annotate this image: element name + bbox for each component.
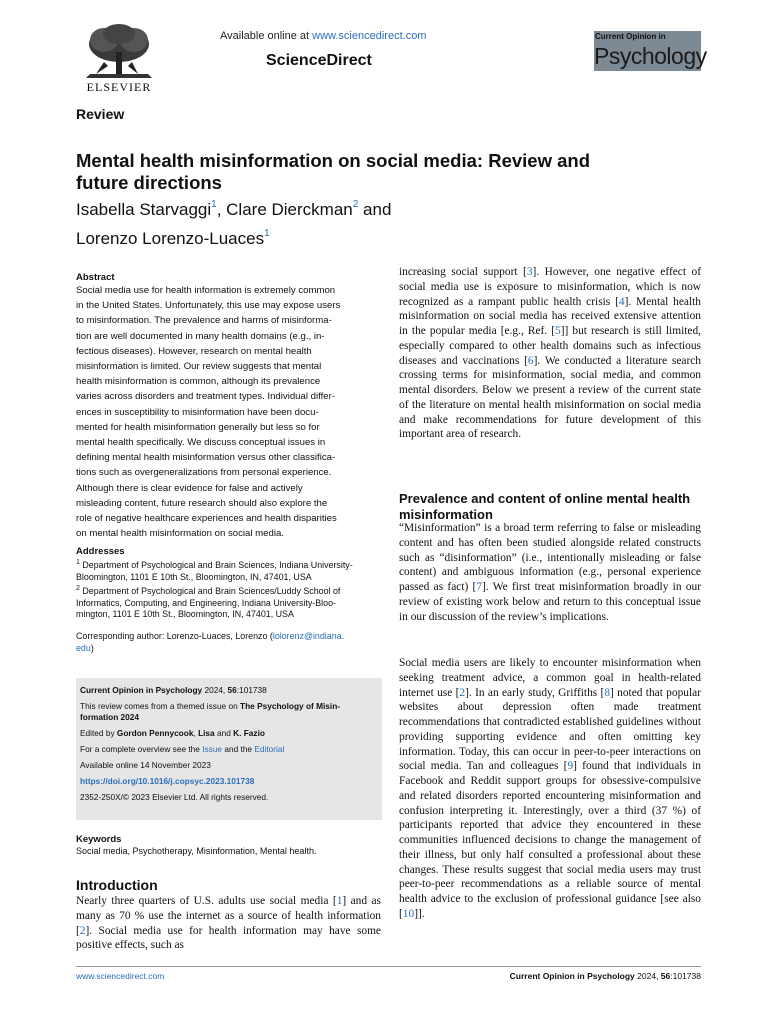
info-article-no: :101738 (236, 685, 267, 695)
info-journal: Current Opinion in Psychology (80, 685, 203, 695)
doi-link-text[interactable]: https://doi.org/10.1016/j.copsyc.2023.101738 (80, 776, 255, 786)
paragraph-text: ]. We conducted a literature search crossing terms for misinformation, social media, and common mental disorders. Below we present a review of the current state of the literature on mental health misinformation on social media and make recommendations for future development of this important area of research. (399, 354, 701, 441)
address-item (76, 583, 381, 621)
paragraph-text: ] noted that popular websites about depression often made treatment recommendations that contradicted established guidelines without providing supporting evidence and often omitting key information. Today, this can occur in peer-to-peer interactions on social media. Tan and colleagues [ (399, 686, 701, 773)
info-overview (80, 744, 378, 755)
info-overview-and: and the (222, 744, 255, 754)
address-line: mington, 1101 E 10th St., Bloomington, IN, 47401, USA (76, 609, 294, 620)
abstract-line: defining mental health misinformation versus other classifica- (76, 452, 336, 464)
paragraph-text: ]. We first treat misinformation broadly in our review of existing work below and return to this conceptual issue in our discussion of the review’s implications. (399, 581, 701, 623)
paragraph-text: increasing social support [ (399, 266, 527, 278)
abstract-line: to misinformation. The prevalence and harms of misinforma- (76, 315, 332, 327)
reference-link[interactable]: 4 (618, 295, 625, 308)
abstract-line: ences in susceptibility to misinformation have been docu- (76, 406, 319, 418)
author-and: and (358, 200, 392, 219)
info-volume: 56 (227, 685, 237, 695)
journal-badge-line2: Psychology (594, 43, 707, 69)
footer-site-link[interactable]: www.sciencedirect.com (76, 971, 165, 981)
address-number: 2 (76, 585, 80, 593)
abstract-line: on mental health misinformation on social media. (76, 528, 284, 540)
paragraph-text: ]]. (414, 907, 425, 920)
reference-link[interactable]: 7 (476, 581, 483, 593)
addresses-heading: Addresses (76, 546, 125, 557)
article-title: Mental health misinformation on social media: Review and future directions (76, 150, 590, 193)
introduction-heading: Introduction (76, 877, 158, 893)
paragraph-text: “Misinformation” is a broad term referring to false or misleading content and has often been studied alongside related constructs such as “disinformation” (i.e., intentionally misleading or false content) and ambiguous information (e.g., personal experience passed as fact) [ (399, 522, 701, 593)
available-online-line (220, 30, 426, 42)
abstract-heading: Abstract (76, 272, 115, 283)
keywords-body: Social media, Psychotherapy, Misinformation, Mental health. (76, 846, 317, 856)
address-number: 1 (76, 559, 80, 566)
footer-divider (76, 966, 701, 967)
footer-volume: 56 (660, 971, 671, 981)
abstract-line: fectious diseases). However, research on mental health (76, 345, 312, 357)
paragraph-text: ]. Mental health misinformation on social media has received extensive attention in the popular media [e.g., Ref. [ (399, 295, 701, 337)
reference-link[interactable]: 5 (555, 325, 561, 337)
doi-link[interactable] (80, 776, 378, 787)
info-copyright: 2352-250X/© 2023 Elsevier Ltd. All rights reserved. (80, 792, 269, 802)
info-theme-prefix: This review comes from a themed issue on (80, 701, 241, 711)
paragraph-text: Social media users are likely to encounter misinformation when seeking treatment advice, a common goal in health-related internet use [ (399, 657, 701, 699)
author-affil[interactable]: 1 (211, 199, 217, 210)
article-info-box (76, 678, 382, 820)
introduction-paragraph (76, 894, 381, 953)
paragraph-text: ]] but research is still limited, especially compared to other health domains such as infectious diseases and vaccinations [ (399, 325, 701, 367)
author-separator: , (216, 200, 227, 219)
paragraph-text: ] and as many as 70 % use the internet as a source of health information [ (76, 895, 381, 937)
footer-citation (484, 971, 701, 981)
info-citation (80, 685, 378, 696)
address-line: Informatics, Computing, and Engineering, Indiana University-Bloo- (76, 597, 336, 608)
reference-link[interactable]: 6 (527, 354, 534, 367)
corresponding-prefix: Corresponding author: Lorenzo-Luaces, Lorenzo ( (76, 631, 273, 641)
abstract-line: role of negative healthcare experiences and health disparities (76, 513, 337, 525)
abstract-line: misinformation is limited. Our review suggests that mental (76, 361, 322, 373)
info-theme (80, 701, 378, 723)
address-line: Department of Psychological and Brain Sciences/Luddy School of (82, 586, 341, 597)
abstract-line: Social media use for health information is extremely common (76, 285, 336, 296)
paragraph-text: ] found that individuals in Facebook and Reddit support groups for obsessive-compulsive and related disorders reported encountering misinformation and confusion interpreting it. Interestingly, over a third (37 %) of participants reported that advice they encountered in these communities influenced decisions to change the management of their illness, but only half consulted a professional about these changes. These results suggest that social media users may trust peer-to-peer recommendations as a reliable source of mental health advice to the exclusion of professional guidance [see also [ (399, 760, 701, 920)
info-available: Available online 14 November 2023 (80, 760, 211, 770)
available-prefix: Available online at (220, 30, 313, 42)
footer-journal: Current Opinion in Psychology (509, 971, 635, 981)
info-theme-name: The Psychology of Misin-formation 2024 (80, 701, 341, 722)
address-line: Department of Psychological and Brain Sciences, Indiana University- (82, 559, 353, 570)
info-editor-sep: , (193, 728, 199, 738)
body-paragraph (399, 265, 701, 442)
paragraph-text: ]. Social media use for health information may have some positive effects, such as (76, 924, 381, 952)
address-item (76, 557, 381, 583)
abstract-line: in the United States. Unfortunately, this use may expose users (76, 300, 341, 312)
abstract-line: Although there is clear evidence for false and actively (76, 482, 303, 494)
author-affil[interactable]: 1 (264, 228, 270, 239)
info-overview-prefix: For a complete overview see the (80, 744, 203, 754)
info-editor: Gordon Pennycook (116, 728, 194, 738)
reference-link[interactable]: 10 (402, 907, 415, 920)
reference-link[interactable]: 2 (79, 924, 86, 937)
abstract-line: misleading content, future research should also explore the (76, 497, 328, 509)
section-heading: Prevalence and content of online mental health misinformation (399, 491, 691, 522)
info-edited-prefix: Edited by (80, 728, 117, 738)
author-name: Lorenzo Lorenzo-Luaces (76, 229, 265, 248)
abstract-line: mental health specifically. We discuss conceptual issues in (76, 437, 326, 449)
article-type: Review (76, 106, 125, 122)
abstract-line: tion are well documented in many health domains (e.g., in- (76, 330, 325, 342)
corresponding-suffix: ) (90, 642, 94, 653)
journal-badge-line1: Current Opinion in (595, 32, 666, 41)
abstract-line: mented for health misinformation generally but less so for (76, 421, 320, 433)
journal-badge (594, 31, 707, 71)
abstract-body (76, 283, 381, 541)
platform-name: ScienceDirect (266, 52, 372, 69)
paragraph-text: ]. However, one negative effect of social media use is exposure to misinformation, which is now recognized as a rampant public health crisis [ (399, 266, 702, 308)
author-name: Clare Dierckman (226, 200, 353, 219)
reference-link[interactable]: 1 (336, 895, 343, 907)
author-affil[interactable]: 2 (352, 199, 359, 210)
author-list (76, 193, 636, 251)
info-editor: K. Fazio (233, 728, 265, 738)
reference-link[interactable]: 3 (526, 266, 533, 278)
keywords-heading: Keywords (76, 834, 122, 845)
sciencedirect-link[interactable]: www.sciencedirect.com (312, 30, 427, 42)
reference-link[interactable]: 9 (567, 760, 574, 773)
corresponding-author (76, 631, 381, 654)
reference-link[interactable]: 2 (459, 686, 466, 699)
info-editor-and: and (214, 728, 234, 738)
info-editor: Lisa (198, 728, 215, 738)
abstract-line: health misinformation is common, although its prevalence (76, 376, 321, 388)
editorial-link[interactable]: Editorial (254, 744, 285, 754)
paragraph-text: Nearly three quarters of U.S. adults use social media [ (76, 895, 337, 907)
info-editors (80, 728, 378, 739)
footer-year: 2024, (634, 971, 661, 981)
issue-link[interactable]: Issue (202, 744, 223, 754)
corresponding-email[interactable]: lolorenz@indiana. (272, 631, 345, 641)
abstract-line: varies across disorders and treatment types. Individual differ- (76, 391, 335, 403)
reference-link[interactable]: 8 (604, 686, 611, 699)
address-line: Bloomington, 1101 E 10th St., Bloomington, IN, 47401, USA (76, 571, 312, 582)
footer-article-no: :101738 (670, 971, 701, 981)
author-name: Isabella Starvaggi (76, 200, 212, 219)
corresponding-email-end[interactable]: edu (76, 642, 91, 653)
abstract-line: tions such as overgeneralizations from personal experience. (76, 467, 332, 479)
info-year: 2024, (202, 685, 228, 695)
body-paragraph (399, 656, 701, 922)
addresses-body (76, 557, 381, 621)
paragraph-text: ]. In an early study, Griffiths [ (465, 686, 605, 699)
publisher-name: ELSEVIER (86, 80, 152, 94)
body-paragraph (399, 521, 701, 624)
